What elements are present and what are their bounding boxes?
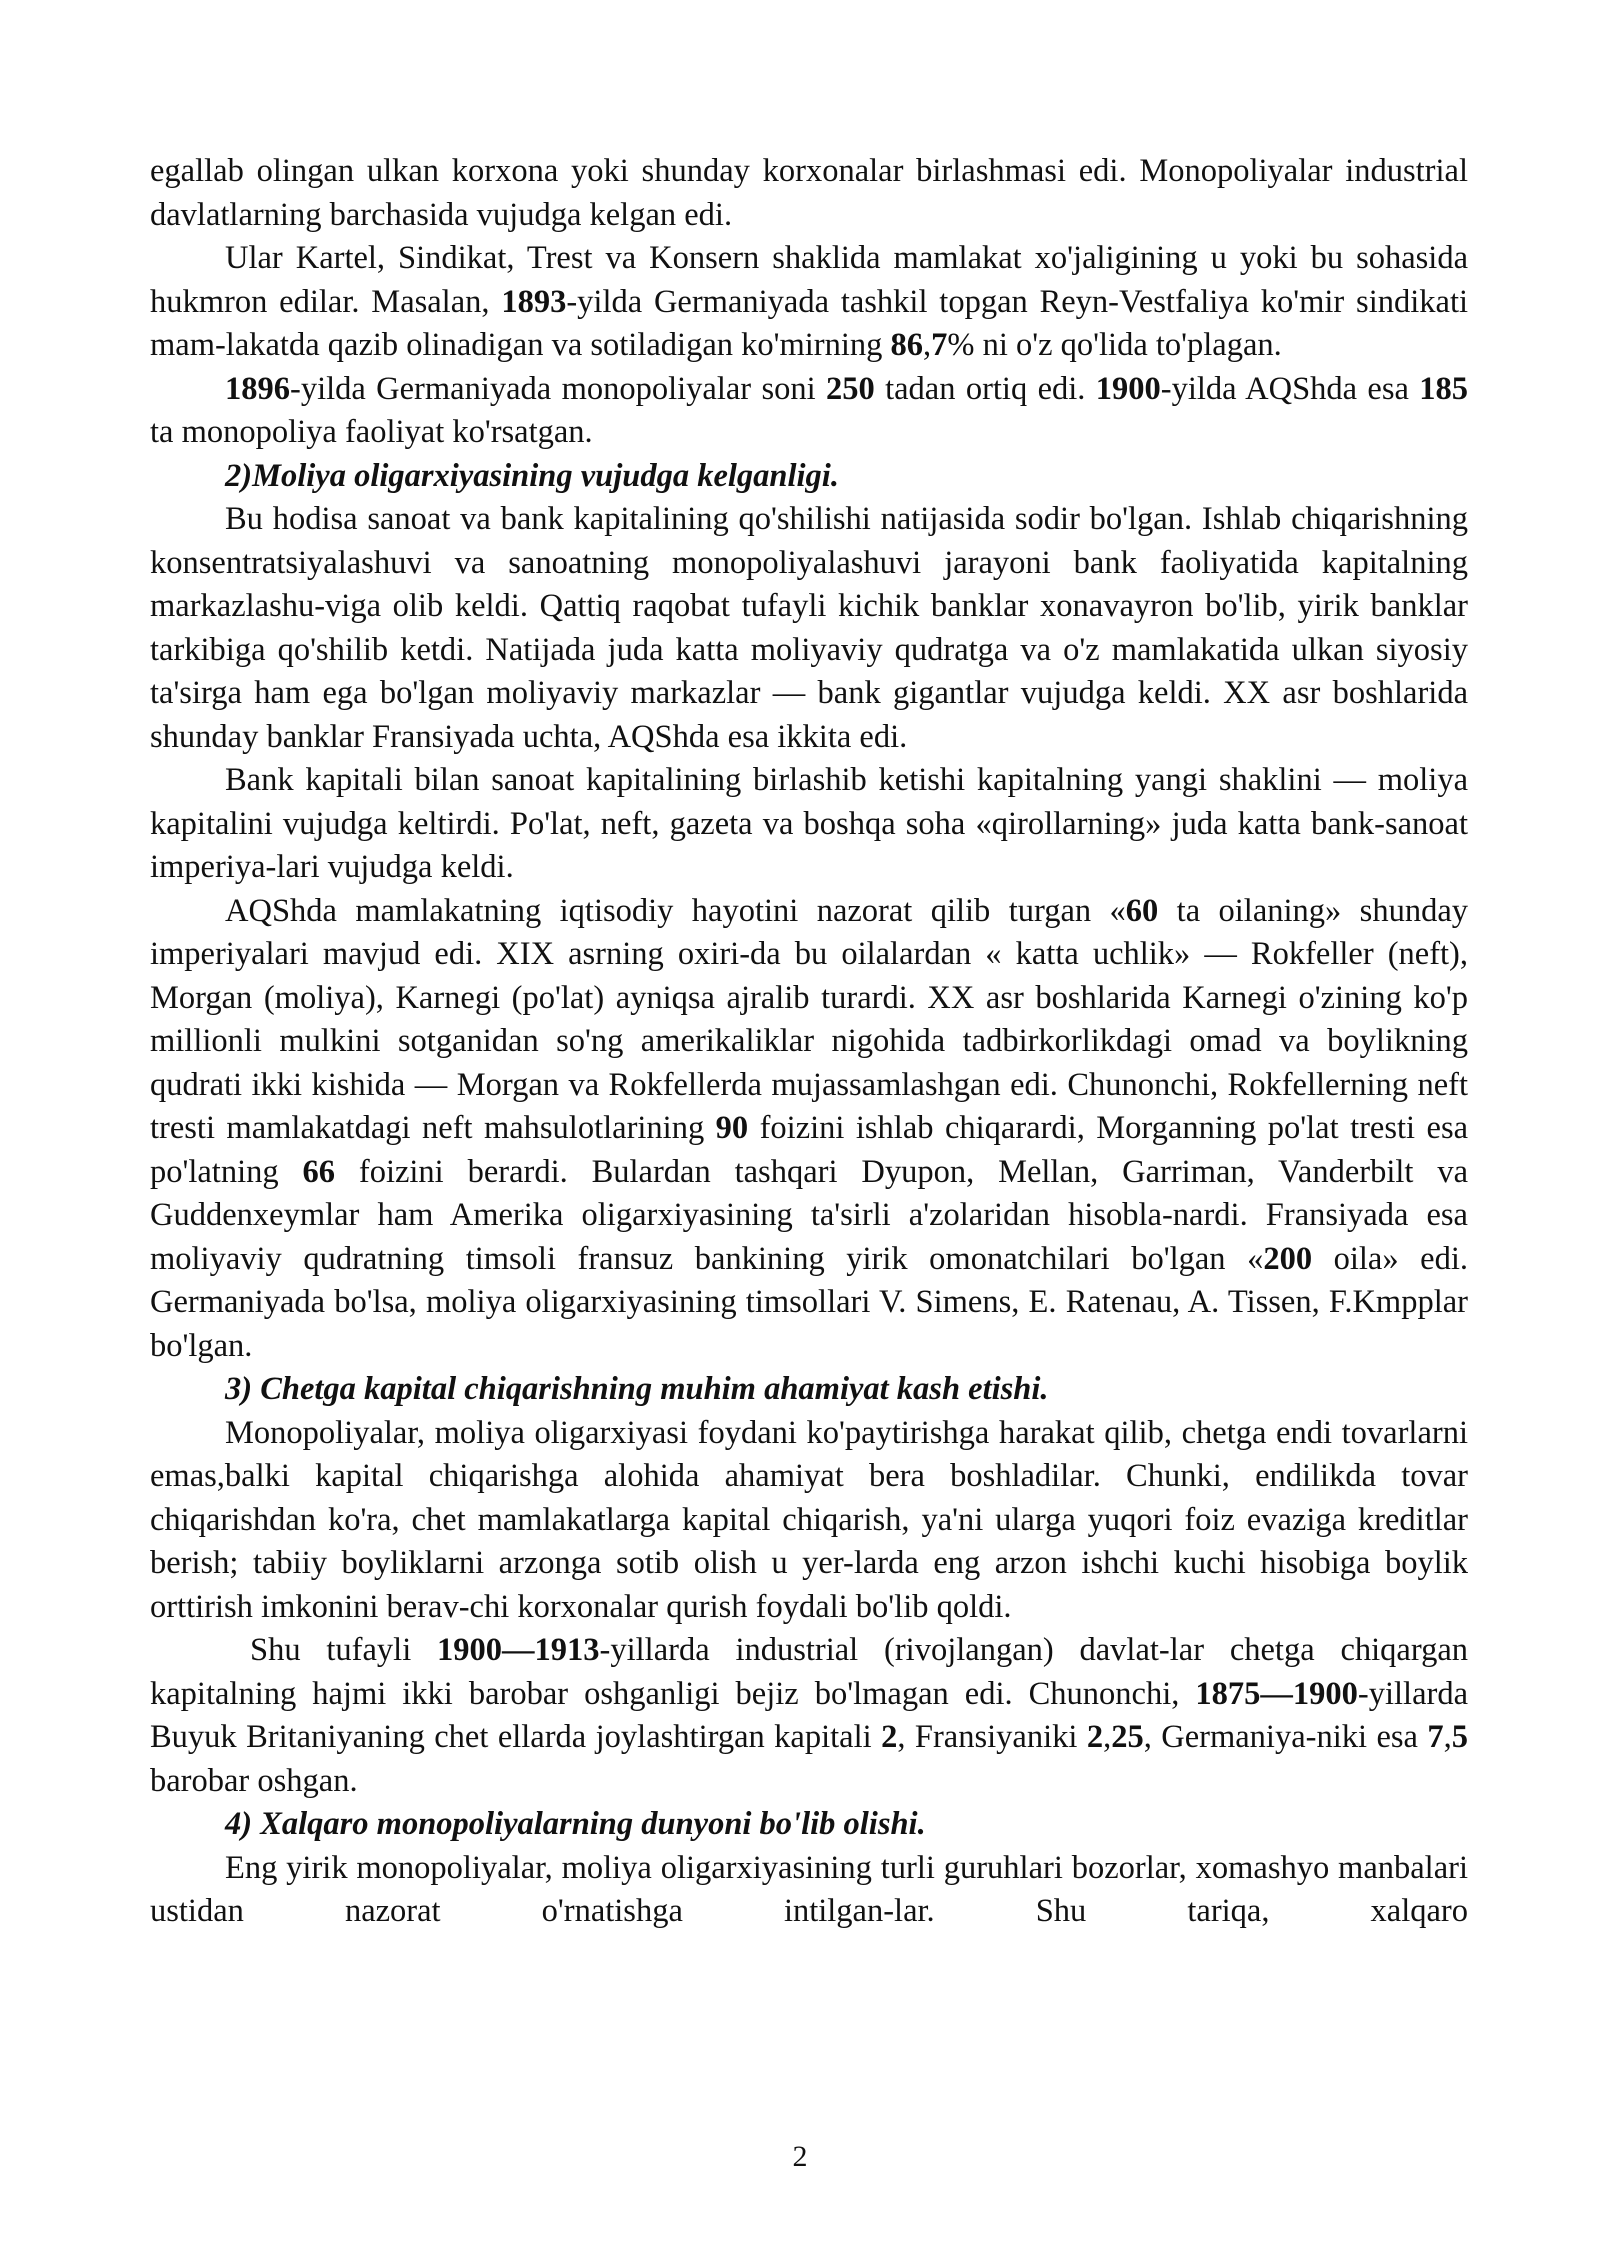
text-run: tadan ortiq edi. <box>874 370 1096 407</box>
text-run: -yilda Germaniyada tashkil topgan Reyn-Vestfaliya ko'mir sindikati mam-lakatda qazib olinadigan va sotiladigan ko'mirning <box>150 283 1468 363</box>
text-run: , <box>1103 1719 1112 1755</box>
bold-figure: 7 <box>1427 1719 1444 1755</box>
bold-figure: 66 <box>302 1153 335 1190</box>
bold-figure: 1875—1900 <box>1195 1675 1358 1712</box>
bold-figure: 7 <box>931 327 948 363</box>
bold-figure: 185 <box>1419 370 1469 407</box>
text-run: Bu hodisa sanoat va bank kapitalining qo'shilishi natijasida sodir bo'lgan. Ishlab chiqarishning konsentratsiyalashuvi va sanoatning monopoliyalashuvi jarayoni bank faoliyatida kapitalning markazlashu-viga olib keldi. Qattiq raqobat tufayli kichik banklar xonavayron bo'lib, yirik banklar tarkibiga qo'shilib ketdi. Natijada juda katta moliyaviy qudratga va o'z mamlakatida ulkan siyosiy ta'sirga ham ega bo'lgan moliyaviy markazlar — bank gigantlar vujudga keldi. XX asr boshlarida shunday banklar Fransiyada uchta, AQShda esa ikkita edi. <box>150 501 1468 755</box>
text-run: -yillarda Buyuk Britaniyaning chet ellarda joylashtirgan kapitali <box>150 1675 1468 1755</box>
text-run: foizini ishlab chiqarardi, Morganning po'lat tresti esa po'latning <box>150 1110 1469 1190</box>
paragraph-monopoly-definition <box>150 150 1468 237</box>
paragraph-bank-concentration <box>150 498 1468 759</box>
text-run: AQShda mamlakatning iqtisodiy hayotini nazorat qilib turgan « <box>225 892 1126 929</box>
text-run: , <box>923 327 932 363</box>
section-heading-world-division <box>150 1803 1468 1847</box>
text-run: , <box>1443 1719 1452 1755</box>
text-run: barobar oshgan. <box>150 1762 358 1799</box>
bold-figure: 2 <box>1086 1719 1104 1755</box>
paragraph-cartel-forms <box>150 237 1468 368</box>
section-heading-financial-oligarchy <box>150 455 1468 499</box>
text-run: ta monopoliya faoliyat ko'rsatgan. <box>150 414 593 450</box>
bold-figure: 60 <box>1125 892 1159 929</box>
text-run: 3) Chetga kapital chiqarishning muhim ahamiyat kash etishi. <box>225 1371 1049 1407</box>
paragraph-international-monopolies <box>150 1847 1468 1934</box>
bold-figure: 25 <box>1111 1719 1144 1755</box>
bold-figure: 1893 <box>501 283 567 320</box>
document-page <box>150 150 1468 1934</box>
text-run: Monopoliyalar, moliya oligarxiyasi foydani ko'paytirishga harakat qilib, chetga endi tovarlarni emas,balki kapital chiqarishga alohida ahamiyat bera boshladilar. Chunki, endilikda tovar chiqarishdan ko'ra, chet mamlakatlarga kapital chiqarish, ya'ni ularga yuqori foiz evaziga kreditlar berish; tabiiy boyliklarni arzonga sotib olish u yer-larda eng arzon ishchi kuchi hisobiga boylik orttirish imkonini berav-chi korxonalar qurish foydali bo'lib qoldi. <box>150 1414 1468 1625</box>
text-run: % ni o'z qo'lida to'plagan. <box>947 327 1282 363</box>
bold-figure: 2 <box>881 1719 898 1755</box>
text-run: foizini berardi. Bulardan tashqari Dyupon, Mellan, Garriman, Vanderbilt va Guddenxeymlar ham Amerika oligarxiyasining ta'sirli a'zolaridan hisobla-nardi. Fransiyada esa moliyaviy qudratning timsoli fransuz bankining yirik omonatchilari bo'lgan « <box>150 1153 1468 1277</box>
bold-figure: 1900 <box>1095 370 1161 407</box>
paragraph-capital-export <box>150 1412 1468 1630</box>
text-run: -yilda Germaniyada monopoliyalar soni <box>290 370 826 407</box>
bold-figure: 1896 <box>225 370 290 407</box>
text-run: egallab olingan ulkan korxona yoki shunday korxonalar birlashmasi edi. Monopoliyalar industrial davlatlarning barchasida vujudga kelgan edi. <box>150 153 1468 233</box>
paragraph-capital-growth <box>150 1629 1468 1803</box>
page-number: 2 <box>792 2140 808 2173</box>
text-run: -yilda AQShda esa <box>1160 370 1420 407</box>
paragraph-monopoly-counts <box>150 368 1468 455</box>
text-run: -yillarda industrial (rivojlangan) davlat-lar chetga chiqargan kapitalning hajmi ikki barobar oshganligi bejiz bo'lmagan edi. Chunonchi, <box>150 1632 1468 1712</box>
bold-figure: 86 <box>890 327 924 363</box>
text-run: oila» edi. Germaniyada bo'lsa, moliya oligarxiyasining timsollari V. Simens, E. Ratenau, A. Tissen, F.Kmpplar bo'lgan. <box>150 1240 1468 1364</box>
text-run: 4) Xalqaro monopoliyalarning dunyoni bo'lib olishi. <box>225 1806 926 1842</box>
text-run: Shu tufayli <box>250 1632 438 1668</box>
bold-figure: 1900—1913 <box>437 1632 600 1668</box>
text-run: , Germaniya-niki esa <box>1143 1719 1428 1755</box>
section-heading-capital-export <box>150 1368 1468 1412</box>
text-run: 2)Moliya oligarxiyasining vujudga kelganligi. <box>225 457 839 494</box>
paragraph-finance-capital <box>150 759 1468 890</box>
text-run: Eng yirik monopoliyalar, moliya oligarxiyasining turli guruhlari bozorlar, xomashyo manbalari ustidan nazorat o'rnatishga intilgan-lar. Shu tariqa, xalqaro <box>150 1849 1468 1929</box>
bold-figure: 5 <box>1451 1719 1469 1755</box>
text-run: , Fransiyaniki <box>897 1719 1087 1755</box>
paragraph-usa-families <box>150 890 1468 1369</box>
bold-figure: 250 <box>826 370 875 407</box>
bold-figure: 90 <box>715 1110 749 1146</box>
bold-figure: 200 <box>1263 1240 1313 1277</box>
text-run: Bank kapitali bilan sanoat kapitalining birlashib ketishi kapitalning yangi shaklini — moliya kapitalini vujudga keltirdi. Po'lat, neft, gazeta va boshqa soha «qirollarning» juda katta bank-sanoat imperiya-lari vujudga keldi. <box>150 762 1468 885</box>
text-run: Ular Kartel, Sindikat, Trest va Konsern shaklida mamlakat xo'jaligining u yoki bu sohasida hukmron edilar. Masalan, <box>150 240 1468 320</box>
text-run: ta oilaning» shunday imperiyalari mavjud edi. XIX asrning oxiri-da bu oilalardan « katta uchlik» — Rokfeller (neft), Morgan (moliya), Karnegi (po'lat) ayniqsa ajralib turardi. XX asr boshlarida Karnegi o'zining ko'p millionli mulkini sotganidan so'ng amerikaliklar nigohida tadbirkorlikdagi omad va boylikning qudrati ikki kishida — Morgan va Rokfellerda mujassamlashgan edi. Chunonchi, Rokfellerning neft tresti mamlakatdagi neft mahsulotlarining <box>150 892 1468 1146</box>
